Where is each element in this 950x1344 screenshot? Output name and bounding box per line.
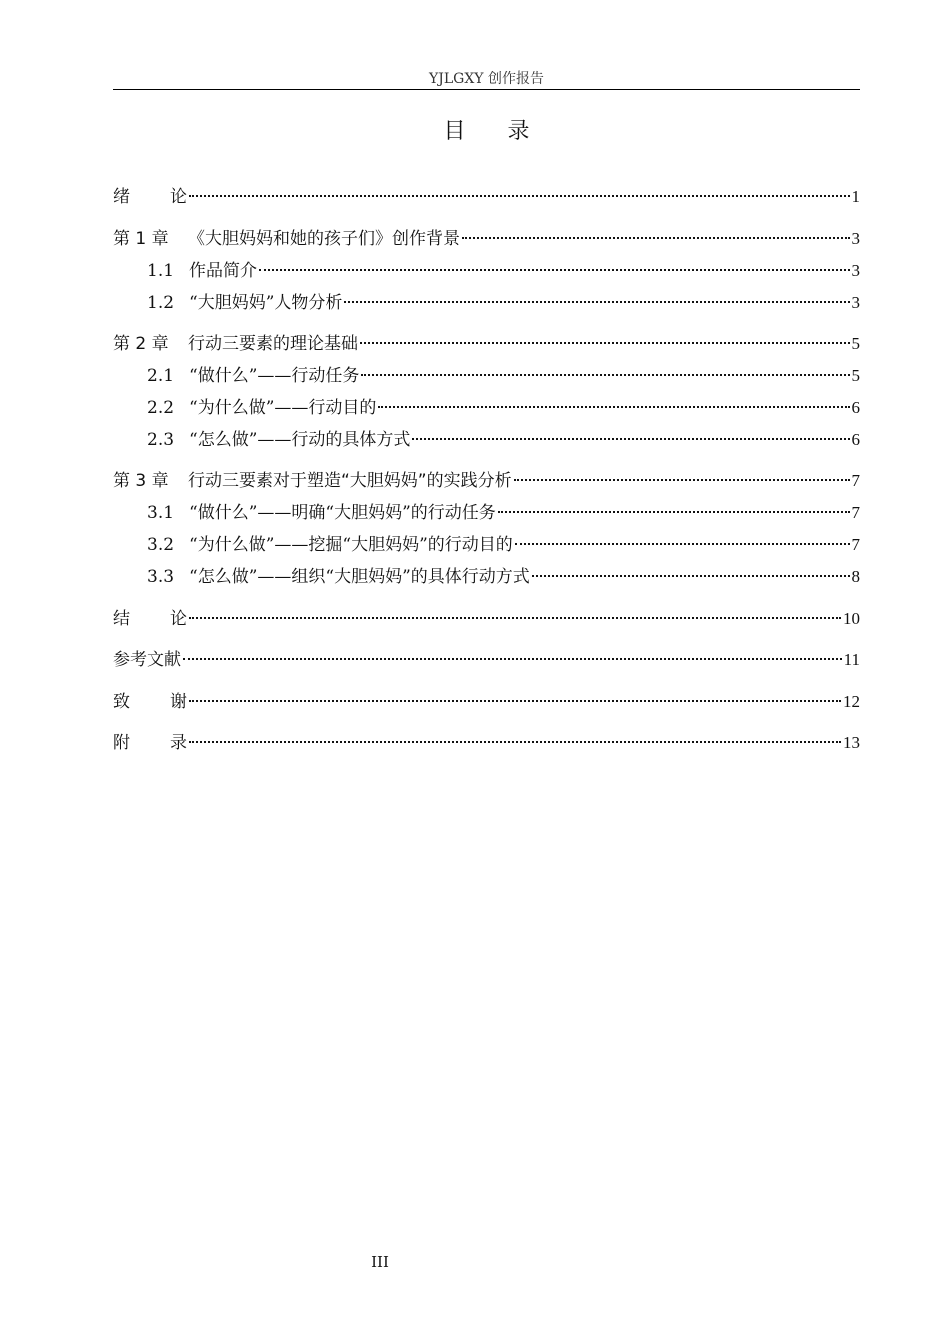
toc-page-number: 11 xyxy=(843,650,860,669)
toc-section-number: 1.1 xyxy=(147,261,175,281)
toc-section-number: 3.3 xyxy=(147,567,175,587)
header-text: YJLGXY 创作报告 xyxy=(429,71,544,87)
toc-page-number: 6 xyxy=(851,430,860,449)
toc-entry-title: “做什么”——明确“大胆妈妈”的行动任务 xyxy=(189,503,496,523)
toc-entry-right: 论 xyxy=(170,609,187,629)
toc-entry-title: “大胆妈妈”人物分析 xyxy=(189,293,343,313)
toc-entry-title: “为什么做”——行动目的 xyxy=(189,398,377,418)
toc-entry-title: “为什么做”——挖掘“大胆妈妈”的行动目的 xyxy=(189,535,513,555)
toc-page-number: 5 xyxy=(851,366,860,385)
toc-entry-title: “怎么做”——组织“大胆妈妈”的具体行动方式 xyxy=(189,567,530,587)
toc-section-number: 2.3 xyxy=(147,430,175,450)
dot-leader xyxy=(515,543,850,545)
toc-section-number: 2.2 xyxy=(147,398,175,418)
dot-leader xyxy=(532,575,850,577)
toc-entry-right: 论 xyxy=(170,187,187,207)
toc-page-number: 12 xyxy=(843,692,860,711)
toc-entry-title: “做什么”——行动任务 xyxy=(189,366,360,386)
toc-entry-left: 结 xyxy=(113,609,130,629)
toc-entry-section-1-2[interactable] xyxy=(147,290,860,316)
dot-leader xyxy=(189,700,841,702)
dot-leader xyxy=(189,741,841,743)
toc-page-number: 6 xyxy=(851,398,860,417)
toc-page-number: 7 xyxy=(851,535,860,554)
toc-page-number: 10 xyxy=(843,609,860,628)
toc-entry-chapter-3[interactable] xyxy=(113,468,860,494)
toc-page-number: 5 xyxy=(851,334,860,353)
toc-chapter-number: 第 1 章 xyxy=(113,229,169,249)
toc-entry-section-2-2[interactable] xyxy=(147,395,860,421)
toc-section-number: 2.1 xyxy=(147,366,175,386)
dot-leader xyxy=(462,237,850,239)
toc-section-number: 3.2 xyxy=(147,535,175,555)
page-footer xyxy=(0,1253,760,1271)
toc-entry-left: 绪 xyxy=(113,187,130,207)
toc-entry-title: 作品简介 xyxy=(189,261,257,281)
toc-entry-title: “怎么做”——行动的具体方式 xyxy=(189,430,411,450)
dot-leader xyxy=(259,269,850,271)
toc-entry-appendix[interactable] xyxy=(113,730,860,756)
dot-leader xyxy=(183,658,842,660)
toc-entry-left: 致 xyxy=(113,692,130,712)
toc-page-number: 3 xyxy=(851,293,860,312)
toc-entry-acknowledgements[interactable] xyxy=(113,689,860,715)
toc-page-number: 3 xyxy=(851,261,860,280)
toc-entry-section-2-3[interactable] xyxy=(147,427,860,453)
toc-entry-section-2-1[interactable] xyxy=(147,363,860,389)
toc-chapter-number: 第 3 章 xyxy=(113,471,169,491)
toc-section-number: 3.1 xyxy=(147,503,175,523)
toc-entry-section-1-1[interactable] xyxy=(147,258,860,284)
toc-entry-title: 行动三要素对于塑造“大胆妈妈”的实践分析 xyxy=(188,471,512,491)
dot-leader xyxy=(344,301,849,303)
toc-chapter-number: 第 2 章 xyxy=(113,334,169,354)
toc-page-number: 1 xyxy=(851,187,860,206)
toc-page-number: 7 xyxy=(851,471,860,490)
dot-leader xyxy=(498,511,850,513)
toc-page-number: 7 xyxy=(851,503,860,522)
toc-entry-title: 参考文献 xyxy=(113,650,181,670)
toc-entry-chapter-1[interactable] xyxy=(113,226,860,252)
toc-section-number: 1.2 xyxy=(147,293,175,313)
dot-leader xyxy=(360,342,850,344)
toc-entry-left: 附 xyxy=(113,733,130,753)
toc-page-number: 8 xyxy=(851,567,860,586)
dot-leader xyxy=(189,617,841,619)
toc-page-number: 13 xyxy=(843,733,860,752)
dot-leader xyxy=(378,406,849,408)
dot-leader xyxy=(514,479,850,481)
toc-entry-title: 行动三要素的理论基础 xyxy=(188,334,358,354)
dot-leader xyxy=(189,195,850,197)
toc-entry-references[interactable] xyxy=(113,647,860,673)
toc-entry-title: 《大胆妈妈和她的孩子们》创作背景 xyxy=(188,229,460,249)
toc-title-right: 录 xyxy=(507,119,532,144)
dot-leader xyxy=(361,374,849,376)
dot-leader xyxy=(412,438,849,440)
toc-entry-chapter-2[interactable] xyxy=(113,331,860,357)
toc-entry-introduction[interactable] xyxy=(113,184,860,210)
toc-entry-section-3-1[interactable] xyxy=(147,500,860,526)
page-header xyxy=(113,70,860,90)
toc-title xyxy=(0,114,950,145)
toc-entry-conclusion[interactable] xyxy=(113,606,860,632)
toc-entry-right: 谢 xyxy=(170,692,187,712)
toc-page-number: 3 xyxy=(851,229,860,248)
toc-entry-section-3-3[interactable] xyxy=(147,564,860,590)
toc-entry-right: 录 xyxy=(170,733,187,753)
toc-title-left: 目 xyxy=(443,119,468,144)
toc-entry-section-3-2[interactable] xyxy=(147,532,860,558)
footer-page-number: III xyxy=(371,1253,389,1271)
